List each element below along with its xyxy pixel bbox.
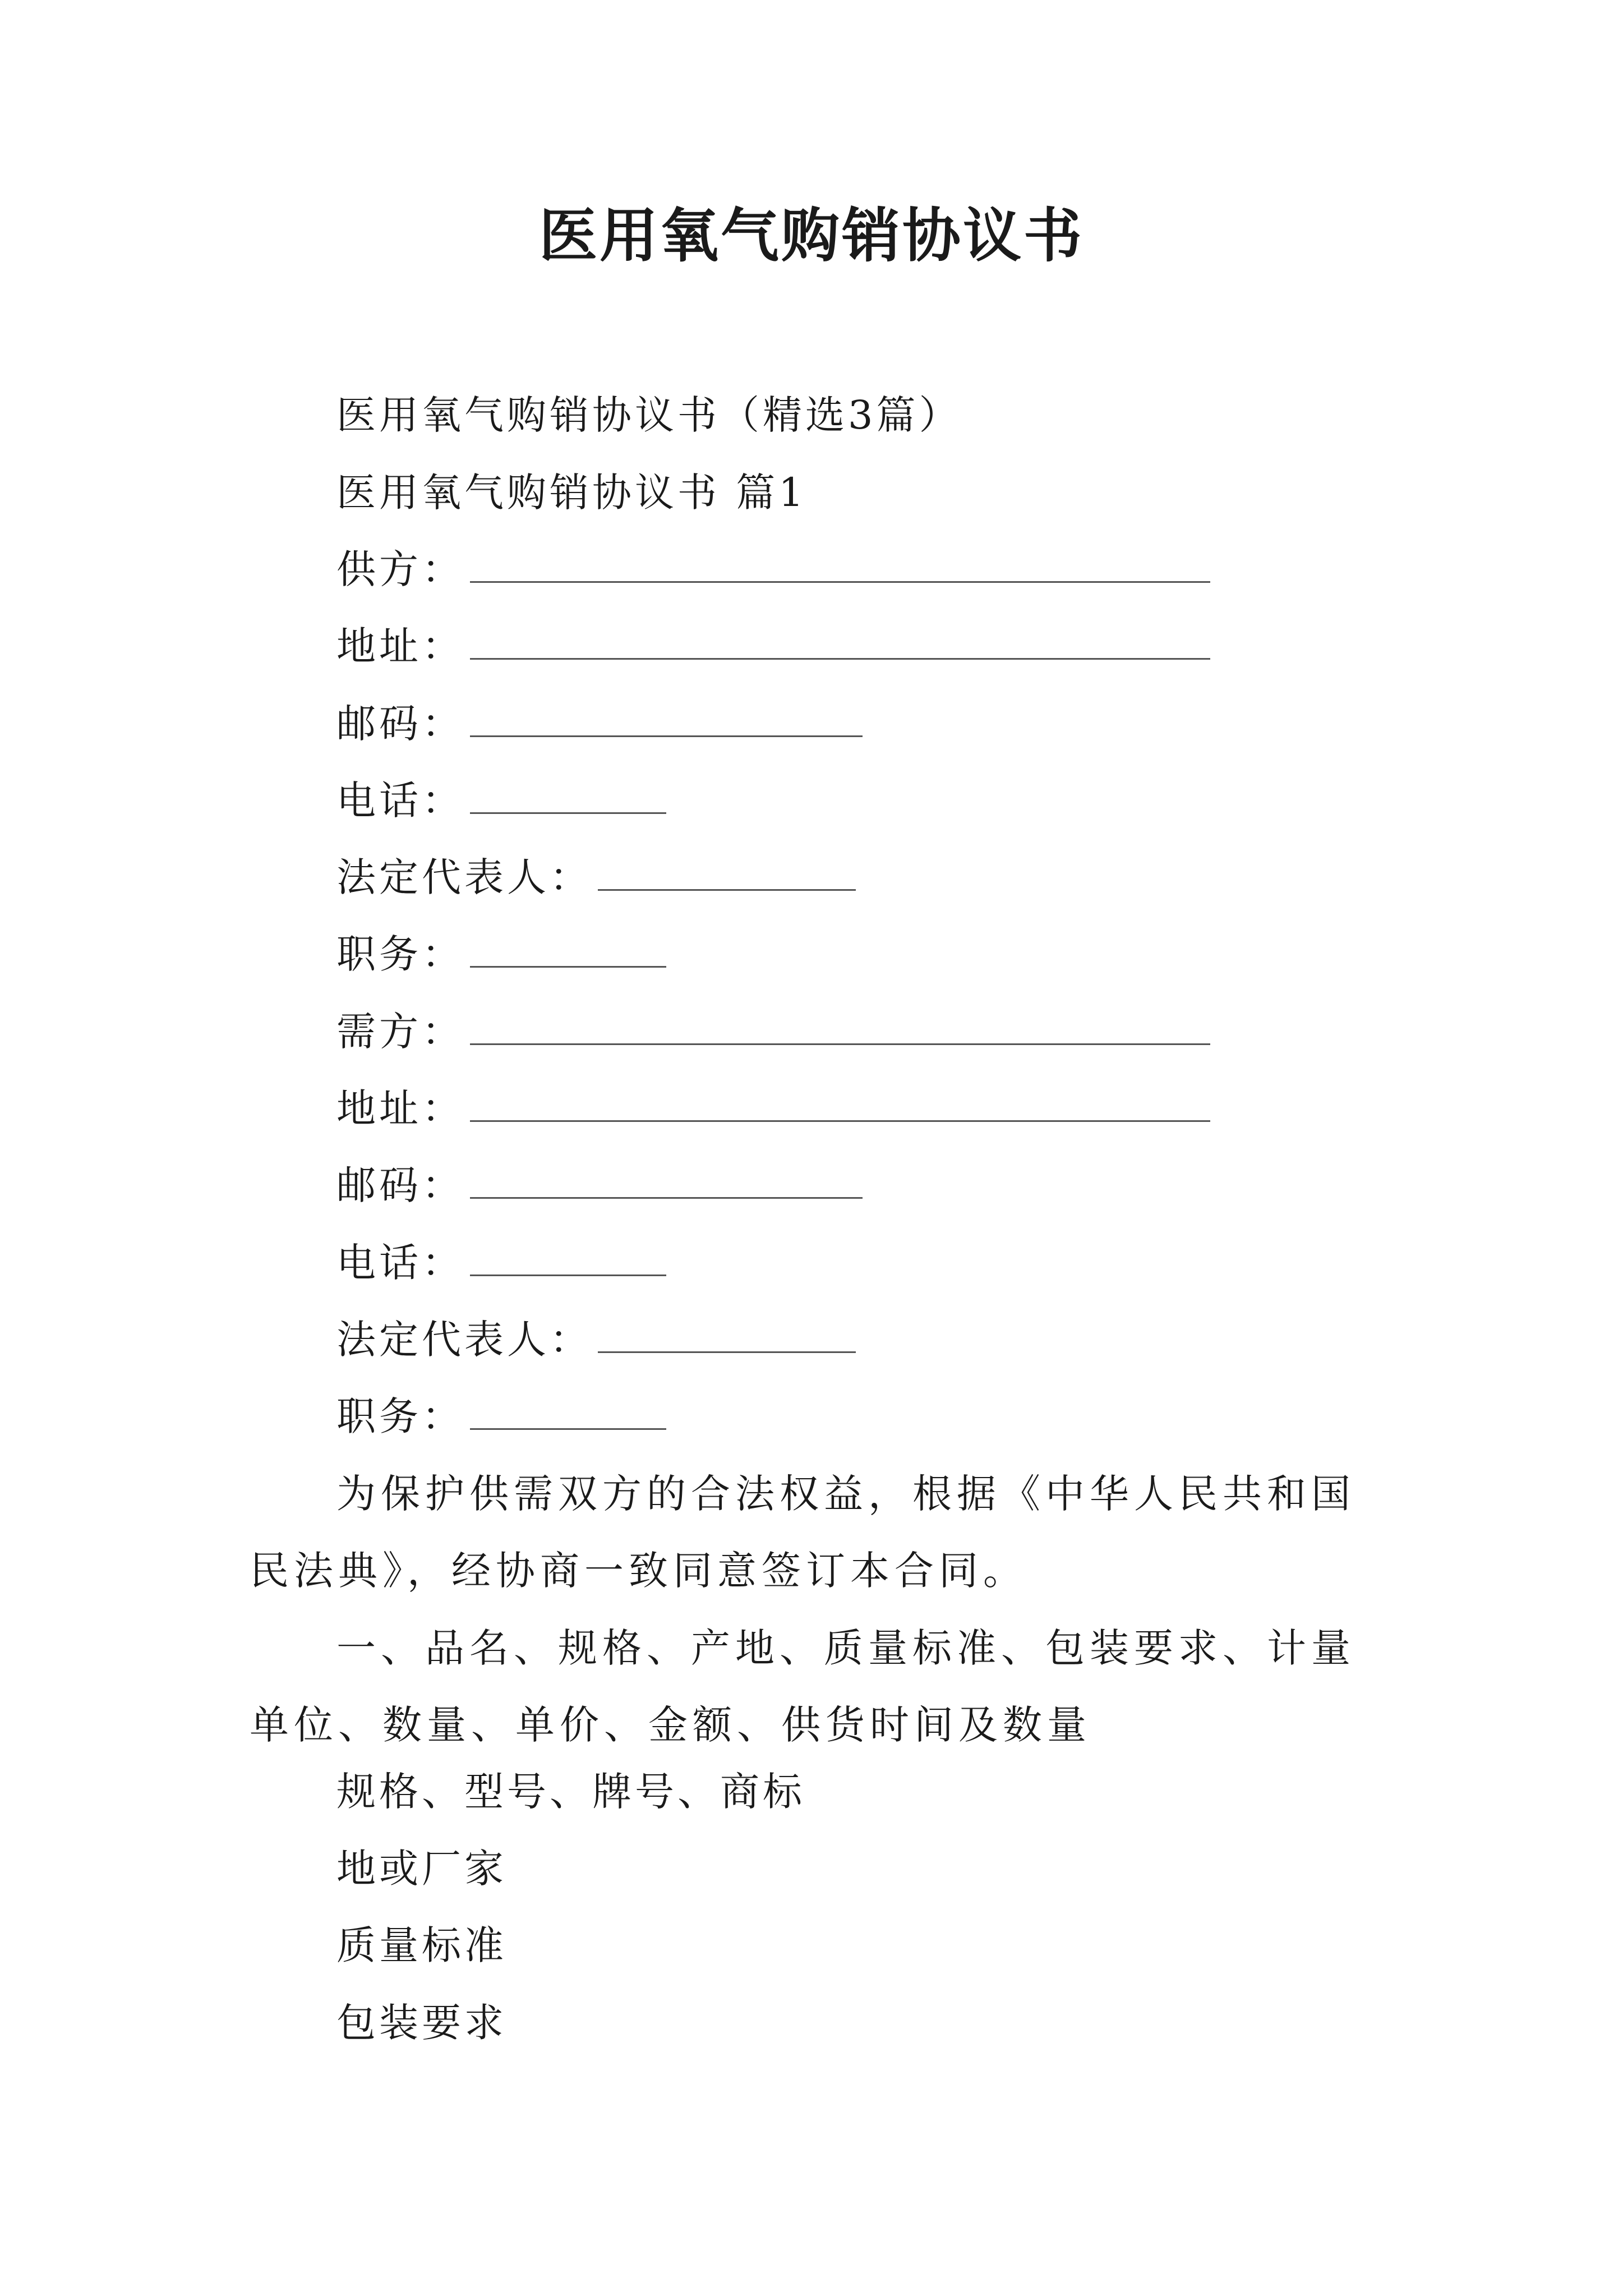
intro-paragraph: 为保护供需双方的合法权益，根据《中华人民共和国民法典》，经协商一致同意签订本合同。 xyxy=(250,1471,1355,1594)
supplier-phone-label: 电话： xyxy=(336,777,464,823)
item-origin: 地或厂家 xyxy=(336,1846,507,1892)
buyer-name-label: 需方： xyxy=(336,1009,464,1055)
buyer-position-blank xyxy=(470,1395,666,1430)
buyer-phone-label: 电话： xyxy=(336,1240,464,1286)
supplier-address-label: 地址： xyxy=(336,623,464,669)
supplier-legal-rep-row xyxy=(336,849,856,905)
buyer-legal-rep-label: 法定代表人： xyxy=(336,1317,592,1363)
supplier-postcode-blank xyxy=(470,702,863,737)
buyer-postcode-row xyxy=(336,1157,863,1213)
item-spec: 规格、型号、牌号、商标 xyxy=(336,1769,805,1815)
buyer-name-blank xyxy=(470,1010,1210,1045)
supplier-postcode-row xyxy=(336,696,863,752)
buyer-postcode-blank xyxy=(470,1163,863,1199)
supplier-address-blank xyxy=(470,624,1210,660)
section-heading: 医用氧气购销协议书 篇1 xyxy=(336,470,807,516)
supplier-name-label: 供方： xyxy=(336,546,464,592)
document-title: 医用氧气购销协议书 xyxy=(538,201,1084,270)
buyer-address-blank xyxy=(470,1087,1210,1122)
buyer-legal-rep-row xyxy=(336,1312,856,1368)
buyer-phone-blank xyxy=(470,1241,666,1276)
buyer-name-row xyxy=(336,1004,1210,1060)
supplier-postcode-label: 邮码： xyxy=(336,701,464,747)
buyer-address-label: 地址： xyxy=(336,1085,464,1131)
buyer-postcode-label: 邮码： xyxy=(336,1162,464,1208)
subtitle: 医用氧气购销协议书（精选3篇） xyxy=(336,392,962,438)
supplier-phone-row xyxy=(336,772,666,829)
supplier-address-row xyxy=(336,618,1210,674)
supplier-name-row xyxy=(336,541,1210,597)
supplier-position-blank xyxy=(470,932,666,968)
supplier-position-label: 职务： xyxy=(336,931,464,977)
supplier-position-row xyxy=(336,926,666,982)
buyer-legal-rep-blank xyxy=(598,1318,856,1353)
item-quality: 质量标准 xyxy=(336,1922,507,1968)
supplier-legal-rep-blank xyxy=(598,855,856,891)
item-packaging: 包装要求 xyxy=(336,2000,507,2046)
supplier-name-blank xyxy=(470,547,1210,583)
buyer-phone-row xyxy=(336,1235,666,1291)
buyer-address-row xyxy=(336,1080,1210,1137)
buyer-position-label: 职务： xyxy=(336,1393,464,1439)
supplier-phone-blank xyxy=(470,779,666,814)
supplier-legal-rep-label: 法定代表人： xyxy=(336,854,592,900)
clause-one-paragraph: 一、品名、规格、产地、质量标准、包装要求、计量单位、数量、单价、金额、供货时间及数量 xyxy=(250,1625,1355,1748)
buyer-position-row xyxy=(336,1388,666,1444)
